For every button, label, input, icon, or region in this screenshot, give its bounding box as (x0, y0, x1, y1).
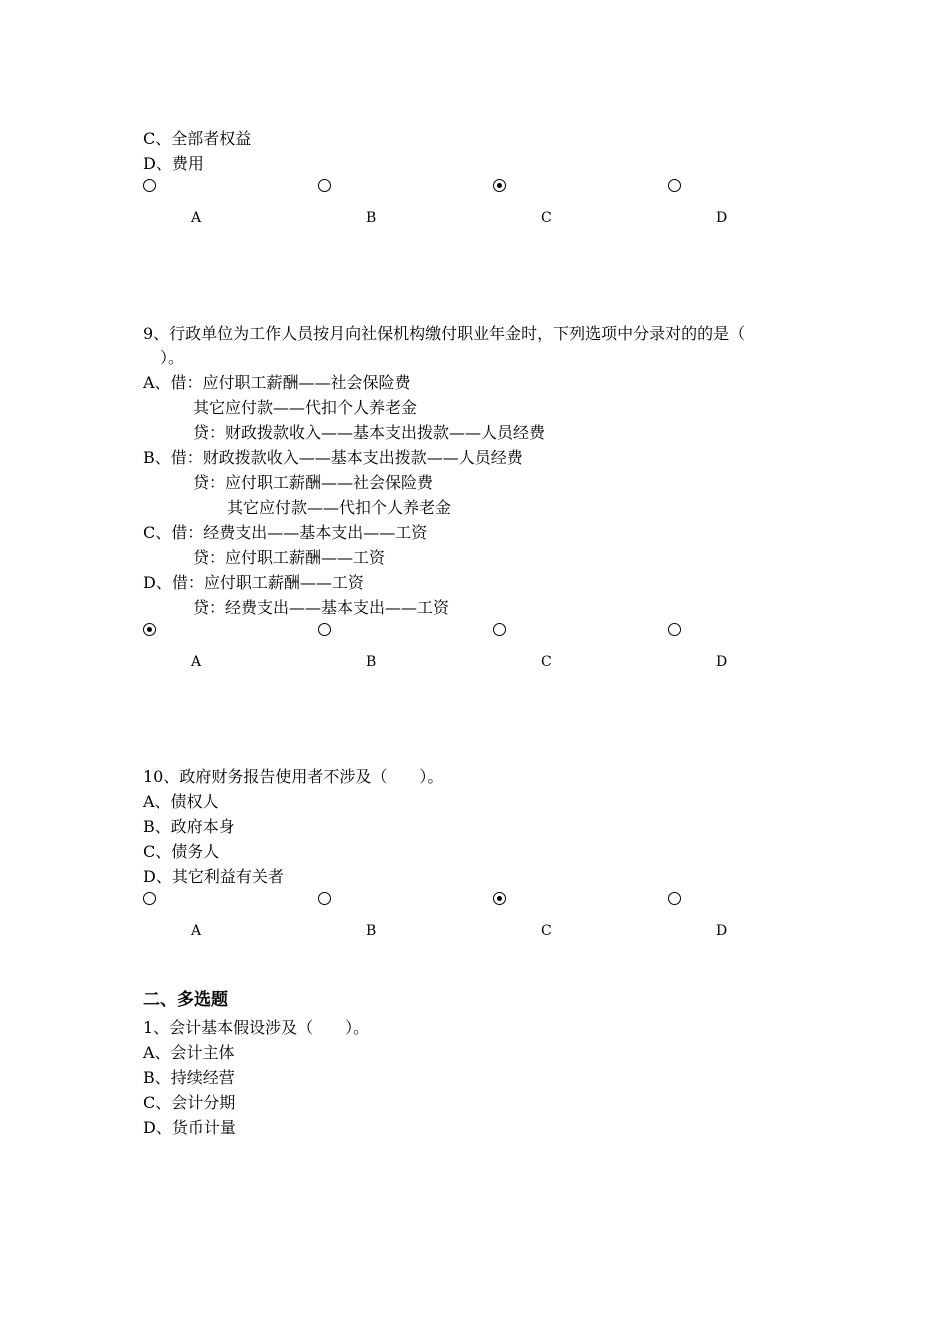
q8-radio-label-b: B (366, 210, 377, 226)
q8-option-d: D、费用 (143, 154, 204, 173)
q9-radio-d[interactable] (668, 623, 681, 636)
s2-q1-option-a: A、会计主体 (143, 1043, 235, 1062)
q8-radio-c[interactable] (493, 179, 506, 192)
q9-radio-a[interactable] (143, 623, 156, 636)
q9-radio-label-c: C (541, 654, 552, 670)
s2-q1-option-d: D、货币计量 (143, 1118, 236, 1137)
q10-option-b: B、政府本身 (143, 817, 235, 836)
q9-radio-c[interactable] (493, 623, 506, 636)
q10-radio-a[interactable] (143, 892, 156, 905)
s2-q1-option-c: C、会计分期 (143, 1093, 236, 1112)
q10-option-c: C、债务人 (143, 842, 220, 861)
q9-option-c-line2: 贷：应付职工薪酬——工资 (193, 548, 386, 567)
q8-radio-d[interactable] (668, 179, 681, 192)
q9-stem-cont: ）。 (160, 348, 185, 367)
q9-option-a-line3: 贷：财政拨款收入——基本支出拨款——人员经费 (193, 423, 546, 442)
q9-radio-b[interactable] (318, 623, 331, 636)
q8-option-c: C、全部者权益 (143, 129, 252, 148)
q8-radio-label-a: A (191, 210, 202, 226)
q10-radio-label-c: C (541, 923, 552, 939)
q10-radio-b[interactable] (318, 892, 331, 905)
q9-stem: 9、行政单位为工作人员按月向社保机构缴付职业年金时，下列选项中分录对的的是（ (143, 324, 746, 343)
q10-radio-label-b: B (366, 923, 377, 939)
q10-radio-d[interactable] (668, 892, 681, 905)
q9-option-b-line2: 贷：应付职工薪酬——社会保险费 (193, 473, 434, 492)
q9-option-b: B、借：财政拨款收入——基本支出拨款——人员经费 (143, 448, 523, 467)
q9-option-c: C、借：经费支出——基本支出——工资 (143, 523, 428, 542)
q9-radio-label-d: D (716, 654, 728, 670)
s2-q1-stem: 1、会计基本假设涉及（ ）。 (143, 1018, 370, 1037)
q8-radio-label-c: C (541, 210, 552, 226)
q10-option-a: A、债权人 (143, 792, 219, 811)
q9-option-a-line2: 其它应付款——代扣个人养老金 (193, 398, 418, 417)
q9-radio-label-a: A (191, 654, 202, 670)
q9-radio-label-b: B (366, 654, 377, 670)
section-title-multiple-choice: 二、多选题 (143, 990, 228, 1010)
q10-stem: 10、政府财务报告使用者不涉及（ ）。 (143, 767, 444, 786)
q10-radio-c[interactable] (493, 892, 506, 905)
q10-option-d: D、其它利益有关者 (143, 867, 284, 886)
q10-radio-label-d: D (716, 923, 728, 939)
s2-q1-option-b: B、持续经营 (143, 1068, 235, 1087)
q9-option-a: A、借：应付职工薪酬——社会保险费 (143, 373, 411, 392)
q8-radio-a[interactable] (143, 179, 156, 192)
q9-option-d-line2: 贷：经费支出——基本支出——工资 (193, 598, 450, 617)
q8-radio-b[interactable] (318, 179, 331, 192)
q9-option-b-line3: 其它应付款——代扣个人养老金 (227, 498, 452, 517)
q10-radio-label-a: A (191, 923, 202, 939)
q8-radio-label-d: D (716, 210, 728, 226)
q9-option-d: D、借：应付职工薪酬——工资 (143, 573, 364, 592)
